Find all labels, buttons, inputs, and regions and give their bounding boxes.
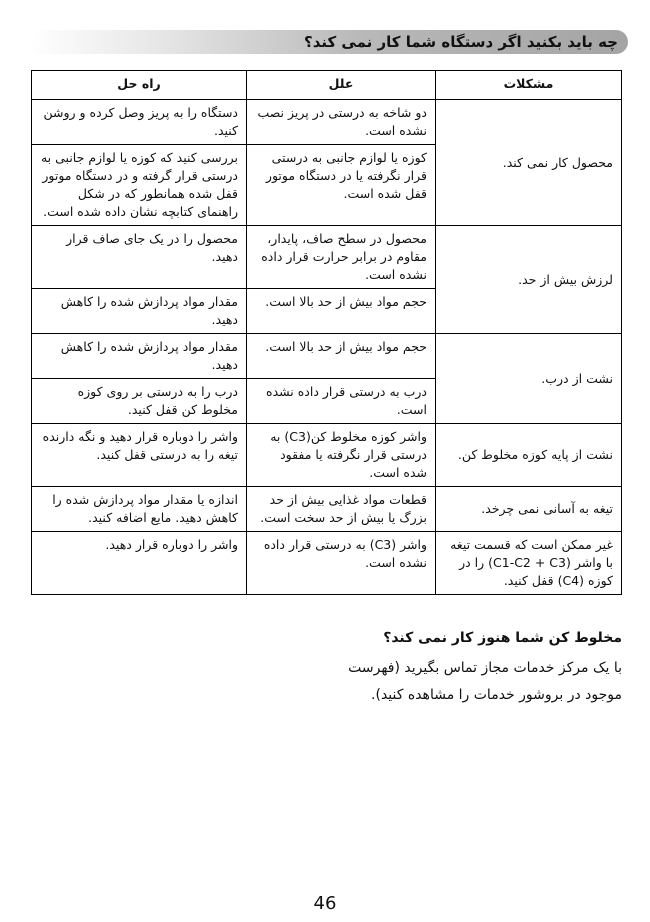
- cause-cell: قطعات مواد غذایی بیش از حد بزرگ یا بیش از حد سخت است.: [247, 487, 436, 532]
- cause-cell: دو شاخه به درستی در پریز نصب نشده است.: [247, 100, 436, 145]
- cause-cell: واشر کوزه مخلوط کن(C3) به درستی قرار نگرفته یا مفقود شده است.: [247, 424, 436, 487]
- solution-cell: بررسی کنید که کوزه یا لوازم جانبی به درستی قرار گرفته و در دستگاه موتور قفل شده همانطور که در شکل راهنمای کتابچه نشان داده شده است.: [32, 145, 247, 226]
- header-problems: مشکلات: [436, 71, 622, 100]
- table-row: [32, 334, 622, 379]
- cause-cell: محصول در سطح صاف، پایدار، مقاوم در برابر حرارت قرار داده نشده است.: [247, 226, 436, 289]
- solution-cell: اندازه یا مقدار مواد پردازش شده را کاهش دهید. مایع اضافه کنید.: [32, 487, 247, 532]
- solution-cell: واشر را دوباره قرار دهید و نگه دارنده تیغه را به درستی قفل کنید.: [32, 424, 247, 487]
- section-title: چه باید بکنید اگر دستگاه شما کار نمی کند؟: [304, 33, 618, 51]
- section-header-bar: [30, 30, 628, 54]
- troubleshooting-table: [31, 70, 622, 595]
- problem-cell: نشت از پایه کوزه مخلوط کن.: [436, 424, 622, 487]
- table-header-row: [32, 71, 622, 100]
- table-row: [32, 226, 622, 289]
- page-number: 46: [313, 893, 337, 914]
- header-causes: علل: [247, 71, 436, 100]
- solution-cell: دستگاه را به پریز وصل کرده و روشن کنید.: [32, 100, 247, 145]
- cause-cell: حجم مواد بیش از حد بالا است.: [247, 289, 436, 334]
- table-row: [32, 424, 622, 487]
- cause-cell: کوزه یا لوازم جانبی به درستی قرار نگرفته یا در دستگاه موتور قفل شده است.: [247, 145, 436, 226]
- problem-cell: تیغه به آسانی نمی چرخد.: [436, 487, 622, 532]
- problem-cell: نشت از درب.: [436, 334, 622, 424]
- table-row: [32, 100, 622, 145]
- service-center-text: با یک مرکز خدمات مجاز تماس بگیرید (فهرست موجود در بروشور خدمات را مشاهده کنید).: [348, 660, 622, 703]
- problem-cell: محصول کار نمی کند.: [436, 100, 622, 226]
- table-row: [32, 487, 622, 532]
- problem-cell: لرزش بیش از حد.: [436, 226, 622, 334]
- solution-cell: محصول را در یک جای صاف قرار دهید.: [32, 226, 247, 289]
- solution-cell: واشر را دوباره قرار دهید.: [32, 532, 247, 595]
- table-row: [32, 532, 622, 595]
- header-solutions: راه حل: [32, 71, 247, 100]
- cause-cell: واشر (C3) به درستی قرار داده نشده است.: [247, 532, 436, 595]
- solution-cell: درب را به درستی بر روی کوزه مخلوط کن قفل کنید.: [32, 379, 247, 424]
- solution-cell: مقدار مواد پردازش شده را کاهش دهید.: [32, 334, 247, 379]
- still-not-working-heading: مخلوط کن شما هنوز کار نمی کند؟: [383, 630, 622, 646]
- solution-cell: مقدار مواد پردازش شده را کاهش دهید.: [32, 289, 247, 334]
- cause-cell: درب به درستی قرار داده نشده است.: [247, 379, 436, 424]
- cause-cell: حجم مواد بیش از حد بالا است.: [247, 334, 436, 379]
- problem-cell: غیر ممکن است که قسمت تیغه با واشر (C1-C2 + C3) را در کوزه (C4) قفل کنید.: [436, 532, 622, 595]
